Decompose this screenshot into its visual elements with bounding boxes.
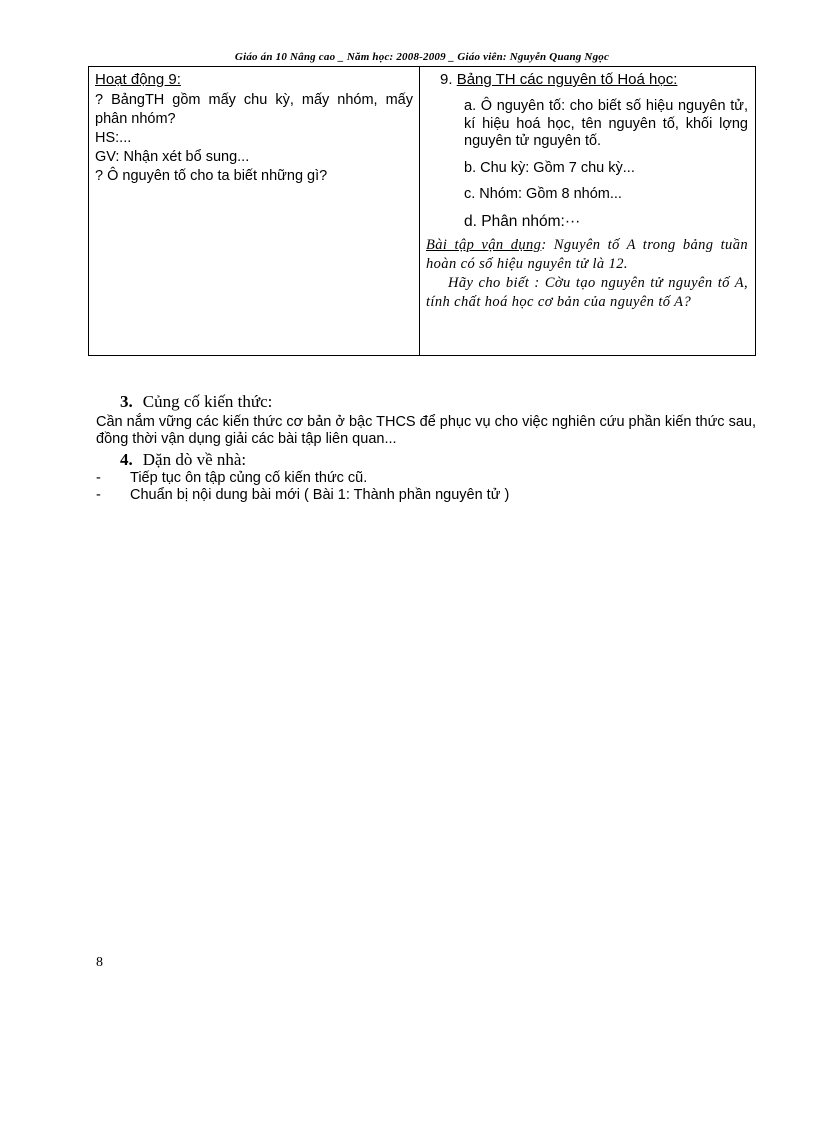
homework-item (96, 487, 756, 504)
bullet-dash: - (96, 487, 101, 503)
item-element-cell: a. Ô nguyên tố: cho biết số hiệu nguyên tử, kí hiệu hoá học, tên nguyên tố, khối lợng nguyên tử nguyên tố. (464, 98, 748, 149)
item-periods: b. Chu kỳ: Gồm 7 chu kỳ... (464, 159, 635, 176)
homework-text: Tiếp tục ôn tập củng cố kiến thức cũ. (130, 470, 368, 486)
item-subgroups: d. Phân nhóm:··· (464, 212, 581, 230)
exercise-label: Bài tập vận dụng (426, 237, 542, 253)
exercise-block (426, 236, 748, 312)
homework-item (96, 470, 756, 487)
question-element-cell: ? Ô nguyên tố cho ta biết những gì? (95, 168, 328, 184)
section3-text: Cần nắm vững các kiến thức cơ bản ở bậc THCS để phục vụ cho việc nghiên cứu phần kiến thức sau, đồng thời vận dụng giải các bài tập liên quan... (96, 414, 756, 447)
section4-title: Dặn dò về nhà: (142, 450, 247, 469)
content-heading: Bảng TH các nguyên tố Hoá học: (456, 71, 678, 88)
section3-title: Củng cố kiến thức: (142, 392, 273, 411)
section3-number: 3. (120, 392, 133, 411)
page-number: 8 (96, 955, 103, 970)
student-answer: HS:... (95, 130, 132, 146)
content-column (420, 67, 755, 355)
question-periodic-table: ? BảngTH gồm mấy chu kỳ, mấy nhóm, mấy phân nhóm? (95, 92, 413, 127)
section4-number: 4. (120, 450, 133, 469)
summary-section (96, 392, 756, 504)
activity-column (89, 67, 420, 355)
bullet-dash: - (96, 470, 101, 486)
teacher-remark: GV: Nhận xét bổ sung... (95, 149, 250, 165)
content-title (440, 71, 748, 88)
exercise-statement (426, 236, 748, 274)
exercise-text: : Nguyên tố A trong bảng tuần hoàn có số hiệu nguyên tử là 12. (426, 237, 749, 272)
item-groups: c. Nhóm: Gồm 8 nhóm... (464, 186, 622, 202)
page-header: Giáo án 10 Nâng cao _ Năm học: 2008-2009 _ Giáo viên: Nguyễn Quang Ngọc (234, 51, 610, 63)
activity-title: Hoạt động 9: (95, 71, 181, 88)
content-number: 9. (440, 71, 453, 88)
section3-heading (120, 392, 756, 412)
section4-heading (120, 450, 756, 470)
homework-text: Chuẩn bị nội dung bài mới ( Bài 1: Thành phần nguyên tử ) (130, 487, 510, 503)
exercise-question: Hãy cho biết : Cờu tạo nguyên tử nguyên tố A, tính chất hoá học cơ bản của nguyên tố A? (426, 275, 748, 310)
lesson-table (88, 66, 756, 356)
